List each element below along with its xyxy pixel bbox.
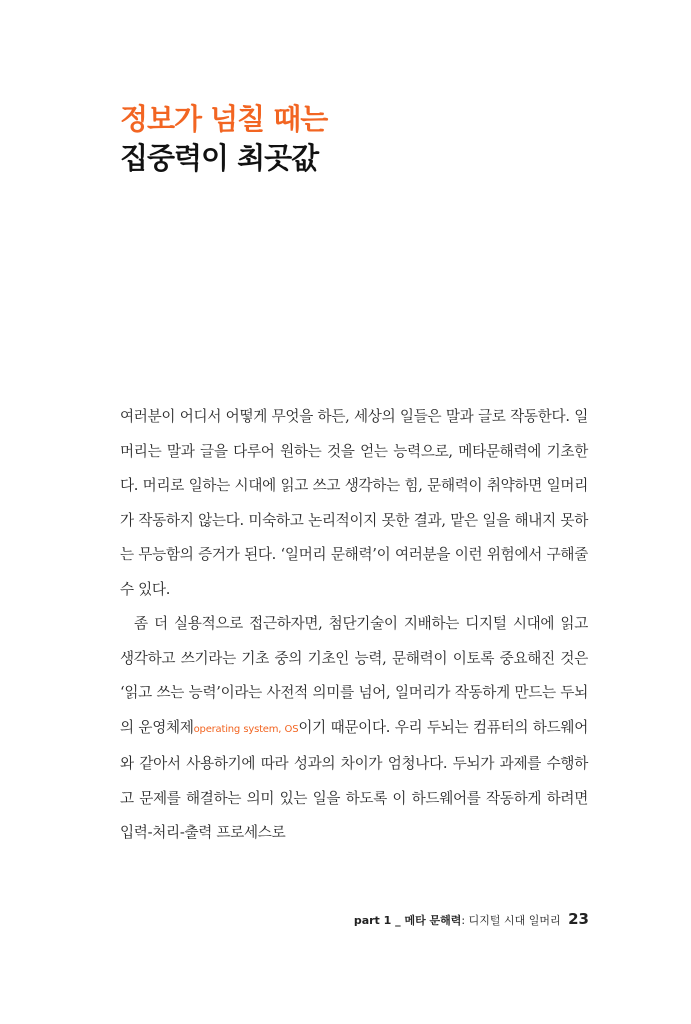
paragraph-2-part-1: 좀 더 실용적으로 접근하자면, 첨단기술이 지배하는 디지털 시대에 읽고 생각하고 쓰기라는 기초 중의 기초인 능력, 문해력이 이토록 중요해진 것은 ‘읽고 쓰는 능력’이라는 사전적 의미를 넘어, 일머리가 작동하게 만드는 두뇌의 운영체제 — [120, 615, 588, 736]
page-number: 23 — [568, 910, 589, 928]
paragraph-1: 여러분이 어디서 어떻게 무엇을 하든, 세상의 일들은 말과 글로 작동한다. 일머리는 말과 글을 다루어 원하는 것을 얻는 능력으로, 메타문해력에 기초한다. 머리로 일하는 시대에 읽고 쓰고 생각하는 힘, 문해력이 취약하면 일머리가 작동하지 않는다. 미숙하고 논리적이지 못한 결과, 맡은 일을 해내지 못하는 무능함의 증거가 된다. ‘일머리 문해력’이 여러분을 이런 위험에서 구해줄 수 있다. — [120, 408, 588, 598]
gloss-annotation: operating system, OS — [193, 723, 299, 735]
chapter-heading — [120, 100, 327, 178]
heading-line-2: 집중력이 최곳값 — [120, 141, 319, 175]
paragraph-2 — [120, 607, 588, 851]
body-text — [120, 400, 588, 851]
footer-part-label: part 1 _ 메타 문해력 — [353, 914, 462, 927]
footer-book-title: : 디지털 시대 일머리 — [461, 914, 561, 927]
running-footer — [354, 910, 589, 928]
paragraph-2-part-2: 이기 때문이다. 우리 두뇌는 컴퓨터의 하드웨어와 같아서 사용하기에 따라 성과의 차이가 엄청나다. 두뇌가 과제를 수행하고 문제를 해결하는 의미 있는 일을 하도록 이 하드웨어를 작동하게 하려면 입력-처리-출력 프로세스로 — [120, 718, 588, 841]
heading-line-1: 정보가 넘칠 때는 — [120, 102, 328, 136]
